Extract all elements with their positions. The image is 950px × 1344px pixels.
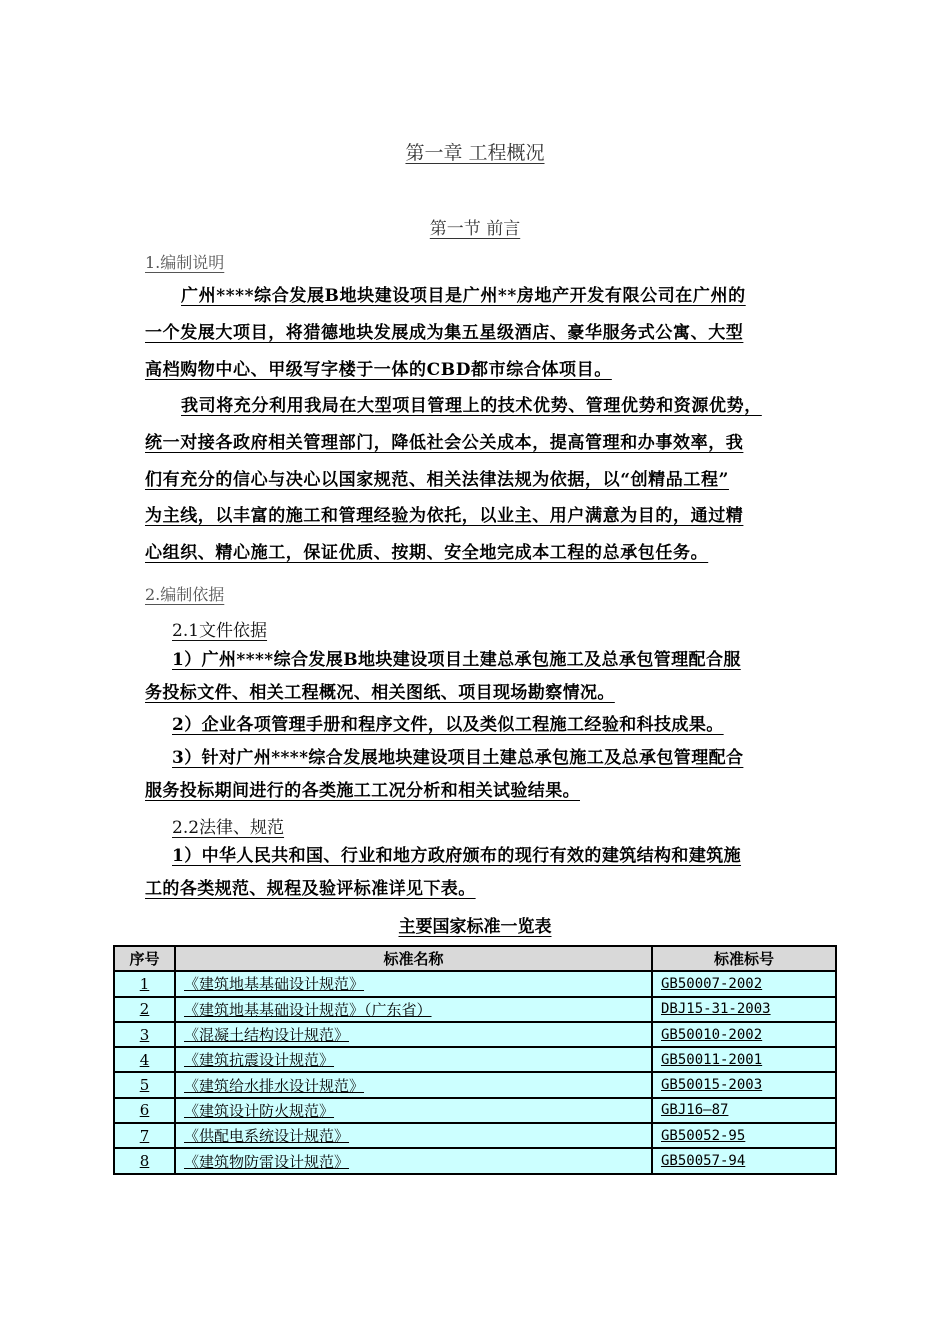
standard-code[interactable]: GB50010-2002	[661, 1026, 763, 1043]
standard-name-link[interactable]: 《建筑地基基础设计规范》（广东省）	[184, 1000, 432, 1019]
paragraph-line: 我司将充分利用我局在大型项目管理上的技术优势、管理优势和资源优势，	[181, 396, 762, 416]
section-title: 第一节 前言	[429, 219, 521, 239]
standard-code[interactable]: GB50057-94	[661, 1153, 746, 1170]
row-number[interactable]: 6	[139, 1101, 150, 1120]
paragraph-line: 统一对接各政府相关管理部门，降低社会公关成本，提高管理和办事效率，我	[145, 432, 744, 453]
item-line: 1）广州****综合发展B地块建设项目土建总承包施工及总承包管理配合服	[172, 650, 741, 670]
row-number[interactable]: 4	[139, 1050, 150, 1069]
table-row	[114, 1098, 836, 1123]
table-row	[114, 1047, 836, 1072]
list-item	[145, 709, 815, 742]
row-number[interactable]: 2	[139, 1000, 150, 1019]
paragraph-line: 广州****综合发展B地块建设项目是广州**房地产开发有限公司在广州的	[181, 286, 746, 306]
table-row	[114, 1123, 836, 1148]
row-number[interactable]: 8	[139, 1152, 150, 1171]
paragraph-project-intro	[145, 278, 815, 388]
standard-code[interactable]: GB50052-95	[661, 1127, 746, 1144]
column-header-name: 标准名称	[175, 946, 652, 971]
column-header-no: 序号	[114, 946, 175, 971]
row-number[interactable]: 5	[139, 1076, 150, 1095]
subheading-laws-standards: 2.2法律、规范	[172, 818, 285, 838]
standards-table	[113, 945, 837, 1175]
list-item	[145, 742, 815, 807]
standard-code[interactable]: DBJ15-31-2003	[661, 1001, 771, 1018]
table-row	[114, 1022, 836, 1047]
paragraph-line: 为主线，以丰富的施工和管理经验为依托，以业主、用户满意为目的，通过精	[145, 506, 744, 527]
table-title: 主要国家标准一览表	[398, 917, 552, 937]
table-row	[114, 1072, 836, 1097]
standard-code[interactable]: GB50015-2003	[661, 1077, 763, 1094]
standard-name-link[interactable]: 《建筑抗震设计规范》	[184, 1051, 335, 1070]
row-number[interactable]: 1	[139, 974, 150, 993]
standard-name-link[interactable]: 《建筑设计防火规范》	[184, 1101, 335, 1120]
table-row	[114, 1148, 836, 1173]
row-number[interactable]: 3	[139, 1025, 150, 1044]
chapter-title: 第一章 工程概况	[405, 142, 545, 164]
table-row	[114, 997, 836, 1022]
table-row	[114, 971, 836, 996]
table-header-row	[114, 946, 836, 971]
paragraph-line: 们有充分的信心与决心以国家规范、相关法律法规为依据，以“创精品工程”	[145, 469, 729, 490]
subheading-document-basis: 2.1文件依据	[172, 621, 268, 641]
item-line: 3）针对广州****综合发展地块建设项目土建总承包施工及总承包管理配合	[172, 748, 744, 768]
standard-name-link[interactable]: 《建筑给水排水设计规范》	[184, 1076, 365, 1095]
list-item	[145, 840, 815, 905]
standard-name-link[interactable]: 《供配电系统设计规范》	[184, 1127, 350, 1146]
column-header-code: 标准标号	[652, 946, 836, 971]
standard-code[interactable]: GB50007-2002	[661, 975, 763, 992]
heading-compilation-basis: 2.编制依据	[145, 585, 225, 604]
paragraph-company-commitment	[145, 388, 815, 572]
item-line: 服务投标期间进行的各类施工工况分析和相关试验结果。	[145, 780, 580, 801]
standard-code[interactable]: GBJ16—87	[661, 1102, 729, 1119]
standard-name-link[interactable]: 《建筑物防雷设计规范》	[184, 1152, 350, 1171]
item-line: 务投标文件、相关工程概况、相关图纸、项目现场勘察情况。	[145, 682, 615, 703]
standard-name-link[interactable]: 《混凝土结构设计规范》	[184, 1026, 350, 1045]
heading-compilation-notes: 1.编制说明	[145, 253, 225, 272]
item-line: 2）企业各项管理手册和程序文件，以及类似工程施工经验和科技成果。	[172, 715, 724, 735]
item-line: 1）中华人民共和国、行业和地方政府颁布的现行有效的建筑结构和建筑施	[172, 846, 742, 866]
paragraph-line: 一个发展大项目，将猎德地块发展成为集五星级酒店、豪华服务式公寓、大型	[145, 322, 744, 343]
standard-code[interactable]: GB50011-2001	[661, 1051, 763, 1068]
standard-name-link[interactable]: 《建筑地基基础设计规范》	[184, 975, 365, 994]
list-item	[145, 644, 815, 709]
item-line: 工的各类规范、规程及验评标准详见下表。	[145, 878, 476, 899]
paragraph-line: 心组织、精心施工，保证优质、按期、安全地完成本工程的总承包任务。	[145, 543, 709, 564]
row-number[interactable]: 7	[139, 1126, 150, 1145]
paragraph-line: 高档购物中心、甲级写字楼于一体的CBD都市综合体项目。	[145, 359, 612, 380]
